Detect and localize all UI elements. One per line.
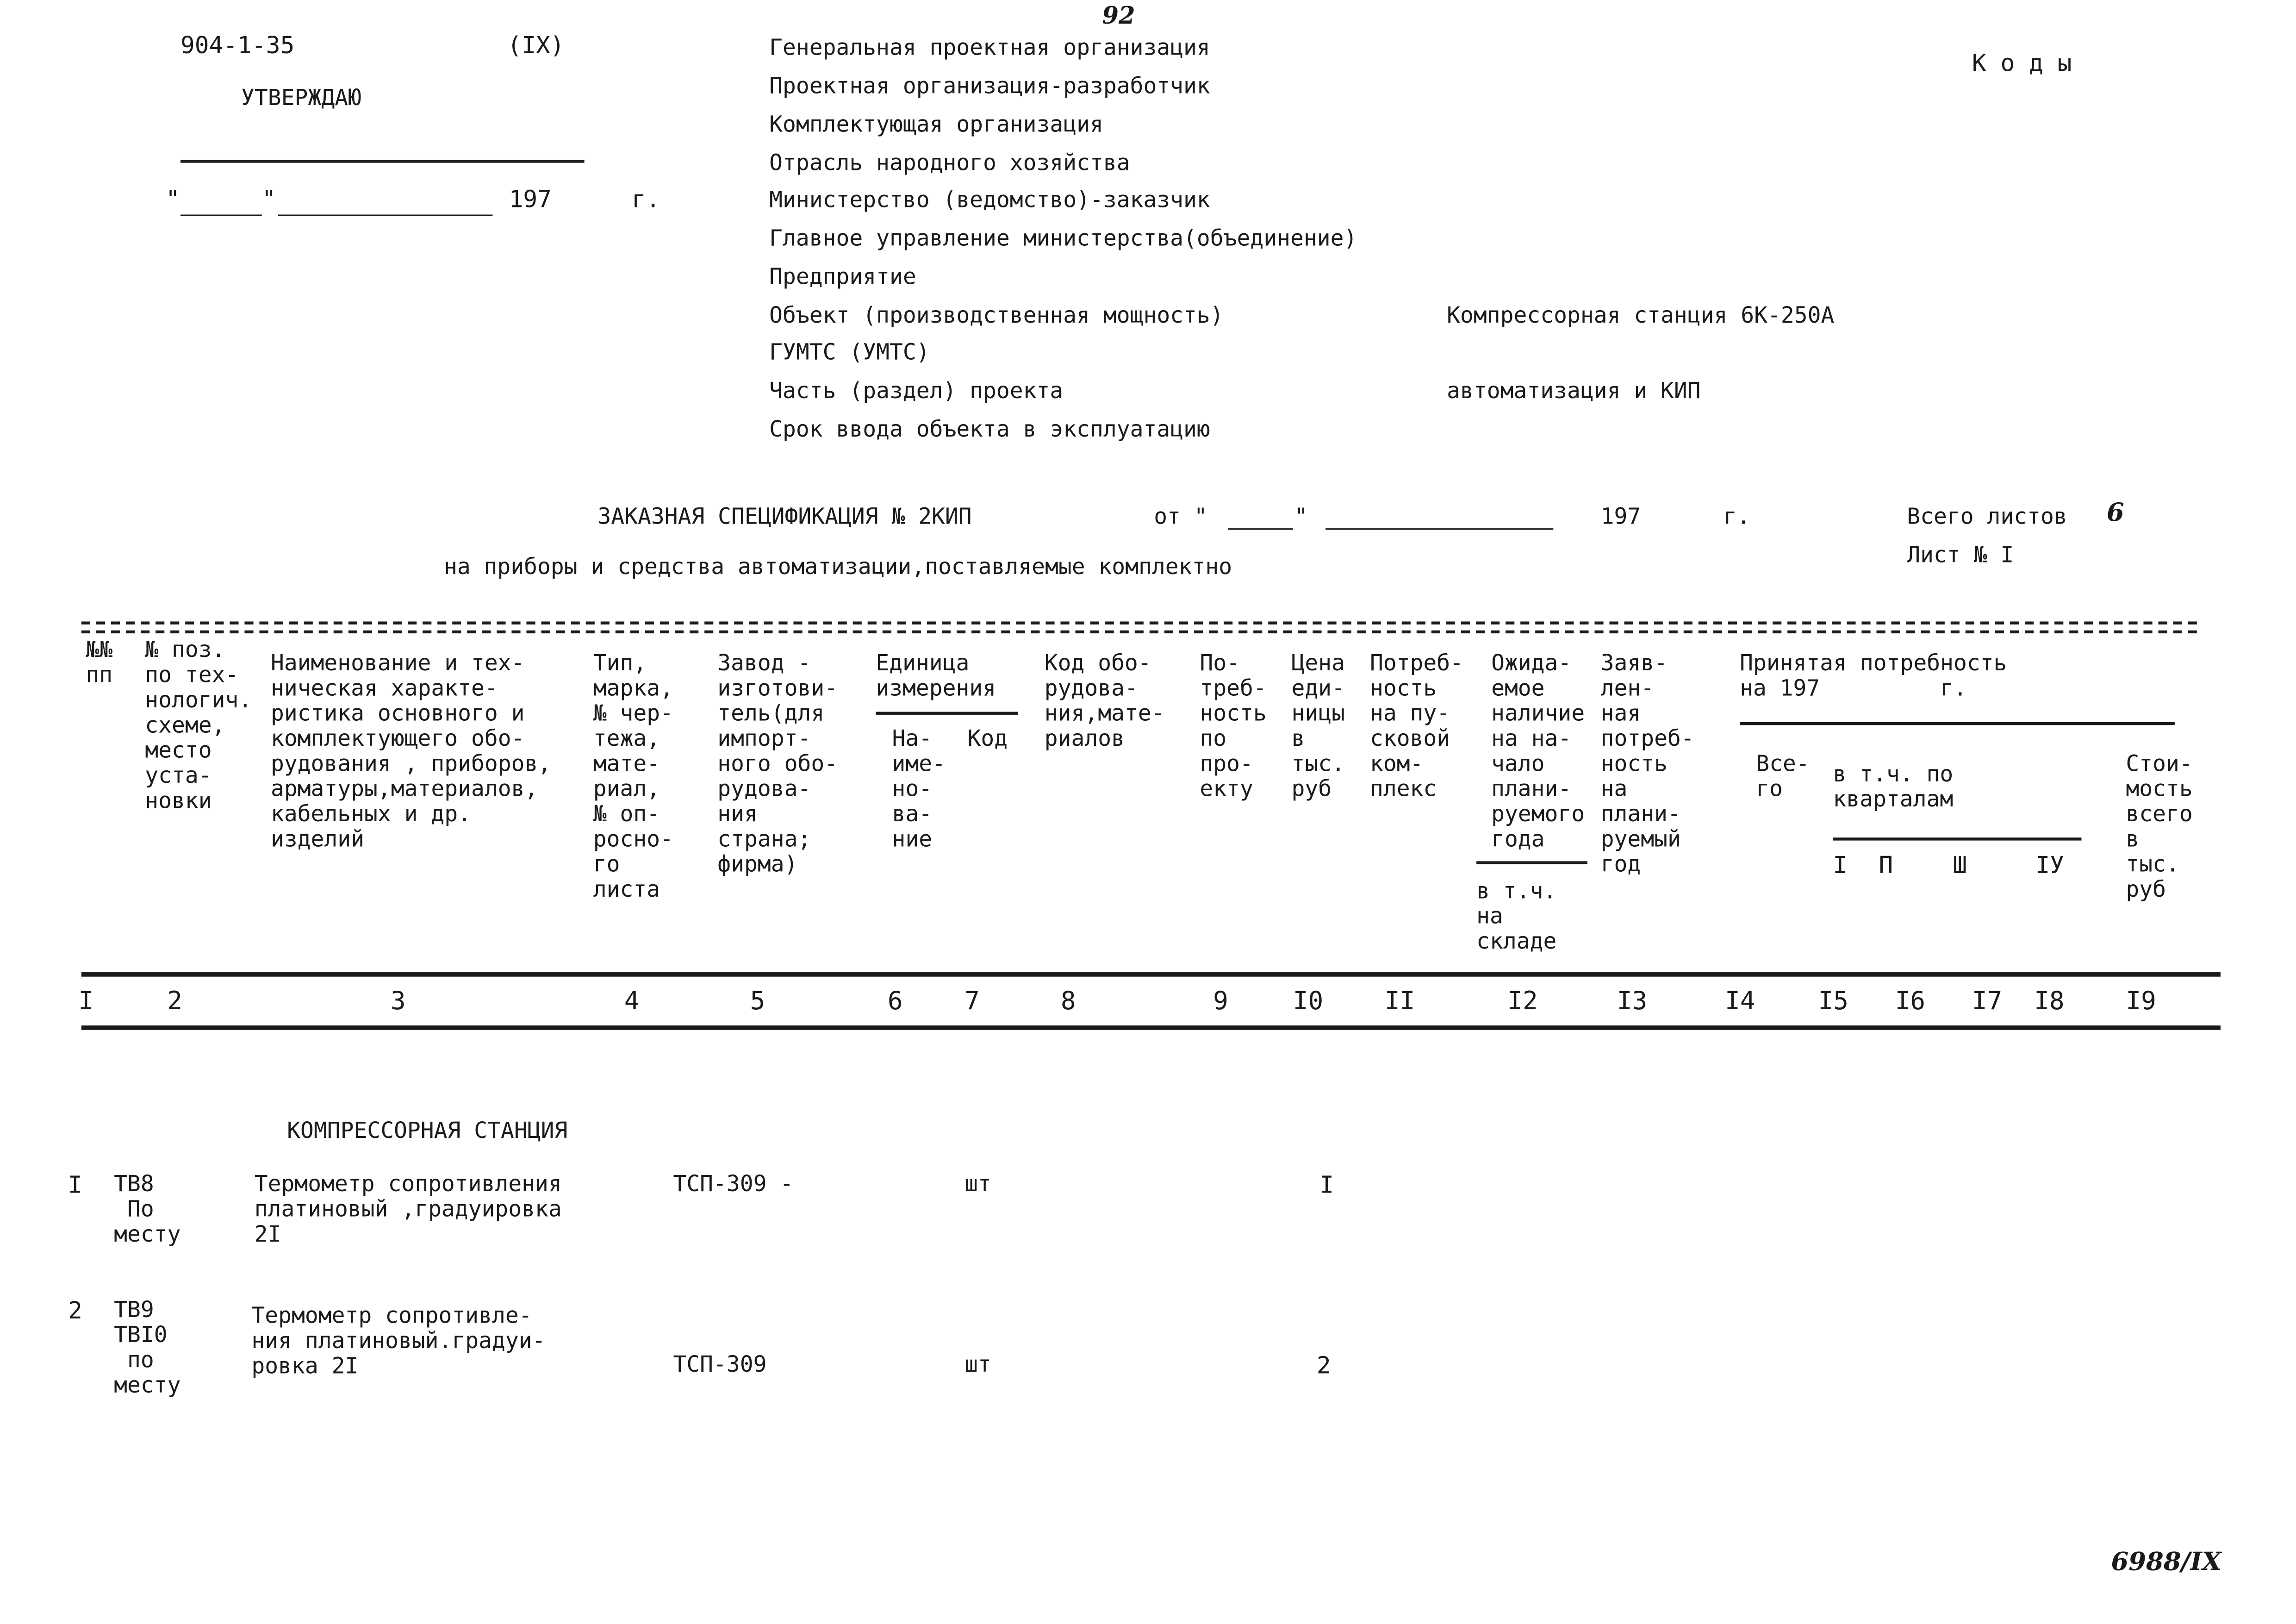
org-field-enterprise: Предприятие bbox=[769, 263, 916, 290]
section-title: КОМПРЕССОРНАЯ СТАНЦИЯ bbox=[287, 1117, 568, 1144]
row1-type: ТСП-309 - bbox=[673, 1170, 794, 1197]
column-number-9: 9 bbox=[1213, 987, 1228, 1017]
row1-pos: ТВ8 По месту bbox=[114, 1170, 181, 1248]
row1-qty: I bbox=[1319, 1170, 1334, 1199]
org-field-industry: Отрасль народного хозяйства bbox=[769, 149, 1130, 176]
column-number-1: I bbox=[78, 987, 94, 1017]
org-field-part: Часть (раздел) проекта bbox=[769, 377, 1064, 404]
org-field-ministry: Министерство (ведомство)-заказчик bbox=[769, 186, 1210, 213]
row2-no: 2 bbox=[68, 1296, 82, 1324]
date-month-line bbox=[278, 214, 492, 216]
footer-mark: 6988/IX bbox=[2111, 1548, 2222, 1578]
date-quote-open: " bbox=[166, 185, 180, 213]
col9-header: По- треб- ность по про- екту bbox=[1200, 650, 1267, 802]
approve-year-suffix: г. bbox=[631, 185, 660, 213]
spec-year-suffix: г. bbox=[1723, 503, 1750, 530]
col6-header: На- име- но- ва- ние bbox=[892, 725, 946, 853]
org-field-directorate: Главное управление министерства(объединение) bbox=[769, 225, 1357, 252]
doc-part: (IX) bbox=[507, 31, 565, 59]
table-top-rule-1 bbox=[81, 622, 2197, 625]
unit-header-rule bbox=[876, 712, 1018, 715]
column-number-7: 7 bbox=[964, 987, 980, 1017]
date-quote-close: " bbox=[261, 185, 276, 213]
object-value: Компрессорная станция 6К-250А bbox=[1447, 302, 1835, 329]
part-value: автоматизация и КИП bbox=[1447, 377, 1701, 404]
col3-header: Наименование и тех- ническая характе- ристика основного и комплектующего обо- рудования , приборов, арматуры,материалов, кабельных и др. изделий bbox=[270, 650, 552, 853]
spec-from: от " bbox=[1154, 503, 1207, 530]
column-number-15: I5 bbox=[1818, 987, 1848, 1017]
accepted-header-rule bbox=[1740, 722, 2175, 725]
date-day-line bbox=[180, 214, 262, 216]
row2-unit: шт bbox=[964, 1351, 991, 1378]
column-number-10: I0 bbox=[1293, 987, 1324, 1017]
spec-quote-close: " bbox=[1294, 503, 1308, 530]
row1-no: I bbox=[68, 1170, 82, 1199]
org-field-supplier: Комплектующая организация bbox=[769, 111, 1103, 138]
col12-header: Ожида- емое наличие на на- чало плани- руемого года bbox=[1491, 650, 1585, 853]
org-field-object: Объект (производственная мощность) bbox=[769, 302, 1224, 329]
signature-line bbox=[180, 160, 585, 162]
column-number-3: 3 bbox=[390, 987, 406, 1017]
column-number-6: 6 bbox=[887, 987, 903, 1017]
column-number-19: I9 bbox=[2126, 987, 2156, 1017]
col11-header: Потреб- ность на пу- сковой ком- плекс bbox=[1369, 650, 1464, 802]
org-field-deadline: Срок ввода объекта в эксплуатацию bbox=[769, 416, 1210, 443]
spec-day-line bbox=[1228, 528, 1293, 530]
spec-month-line bbox=[1325, 528, 1553, 530]
quarter-1: I bbox=[1833, 850, 1848, 879]
column-number-4: 4 bbox=[624, 987, 640, 1017]
column-number-17: I7 bbox=[1972, 987, 2003, 1017]
page-mark: 92 bbox=[1102, 1, 1135, 30]
column-number-2: 2 bbox=[167, 987, 182, 1017]
org-field-gumts: ГУМТС (УМТС) bbox=[769, 338, 930, 366]
col5-header: Завод - изготови- тель(для импорт- ного обо- рудова- ния страна; фирма) bbox=[717, 650, 838, 878]
quarters-header-rule bbox=[1833, 837, 2081, 840]
col12-sub-rule bbox=[1476, 861, 1587, 864]
row2-name: Термометр сопротивле- ния платиновый.градуи- ровка 2I bbox=[251, 1302, 546, 1380]
org-field-developer: Проектная организация-разработчик bbox=[769, 72, 1210, 100]
quarter-4: IУ bbox=[2035, 850, 2064, 879]
col10-header: Цена еди- ницы в тыс. руб bbox=[1291, 650, 1345, 802]
col13-header: Заяв- лен- ная потреб- ность на плани- руемый год bbox=[1600, 650, 1694, 878]
doc-number: 904-1-35 bbox=[180, 31, 295, 59]
spec-year: 197 bbox=[1600, 503, 1641, 530]
codes-label: К о д ы bbox=[1972, 49, 2072, 77]
spec-subtitle: на приборы и средства автоматизации,поставляемые комплектно bbox=[443, 553, 1232, 581]
column-numbers-top-rule bbox=[81, 972, 2221, 977]
column-number-11: II bbox=[1384, 987, 1415, 1017]
row2-pos: ТВ9 ТВI0 по месту bbox=[114, 1296, 181, 1399]
accepted-header: Принятая потребность на 197 г. bbox=[1740, 650, 2007, 702]
row1-name: Термометр сопротивления платиновый ,градуировка 2I bbox=[254, 1170, 562, 1248]
col1-header: №№ пп bbox=[86, 636, 113, 688]
quarter-3: Ш bbox=[1953, 850, 1967, 879]
column-number-13: I3 bbox=[1617, 987, 1648, 1017]
row1-unit: шт bbox=[964, 1170, 991, 1197]
total-sheets-value: 6 bbox=[2106, 499, 2124, 529]
column-number-8: 8 bbox=[1060, 987, 1076, 1017]
row2-type: ТСП-309 bbox=[673, 1351, 767, 1378]
col7-header: Код bbox=[967, 725, 1008, 752]
total-sheets-label: Всего листов bbox=[1907, 503, 2067, 530]
sheet-label: Лист № I bbox=[1907, 541, 2014, 568]
col19-header: Стои- мость всего в тыс. руб bbox=[2126, 750, 2193, 903]
col14-header: Все- го bbox=[1756, 750, 1810, 802]
quarter-2: П bbox=[1879, 850, 1893, 879]
column-numbers-bottom-rule bbox=[81, 1025, 2221, 1030]
col8-header: Код обо- рудова- ния,мате- риалов bbox=[1044, 650, 1165, 752]
quarters-header: в т.ч. по кварталам bbox=[1833, 761, 1954, 812]
col2-header: № поз. по тех- нологич. схеме, место уста- новки bbox=[145, 636, 252, 814]
org-field-general: Генеральная проектная организация bbox=[769, 34, 1210, 61]
col4-header: Тип, марка, № чер- тежа, мате- риал, № оп- росно- го листа bbox=[593, 650, 674, 903]
col12b-header: в т.ч. на складе bbox=[1476, 877, 1557, 955]
row2-qty: 2 bbox=[1316, 1351, 1331, 1380]
spec-title: ЗАКАЗНАЯ СПЕЦИФИКАЦИЯ № 2КИП bbox=[597, 503, 972, 530]
table-top-rule-2 bbox=[81, 631, 2197, 633]
col67-header: Единица измерения bbox=[876, 650, 996, 702]
column-number-5: 5 bbox=[750, 987, 765, 1017]
column-number-12: I2 bbox=[1507, 987, 1538, 1017]
column-number-16: I6 bbox=[1895, 987, 1926, 1017]
approve-year: 197 bbox=[509, 185, 552, 213]
column-number-18: I8 bbox=[2034, 987, 2065, 1017]
column-number-14: I4 bbox=[1725, 987, 1755, 1017]
approve-label: УТВЕРЖДАЮ bbox=[241, 84, 361, 111]
